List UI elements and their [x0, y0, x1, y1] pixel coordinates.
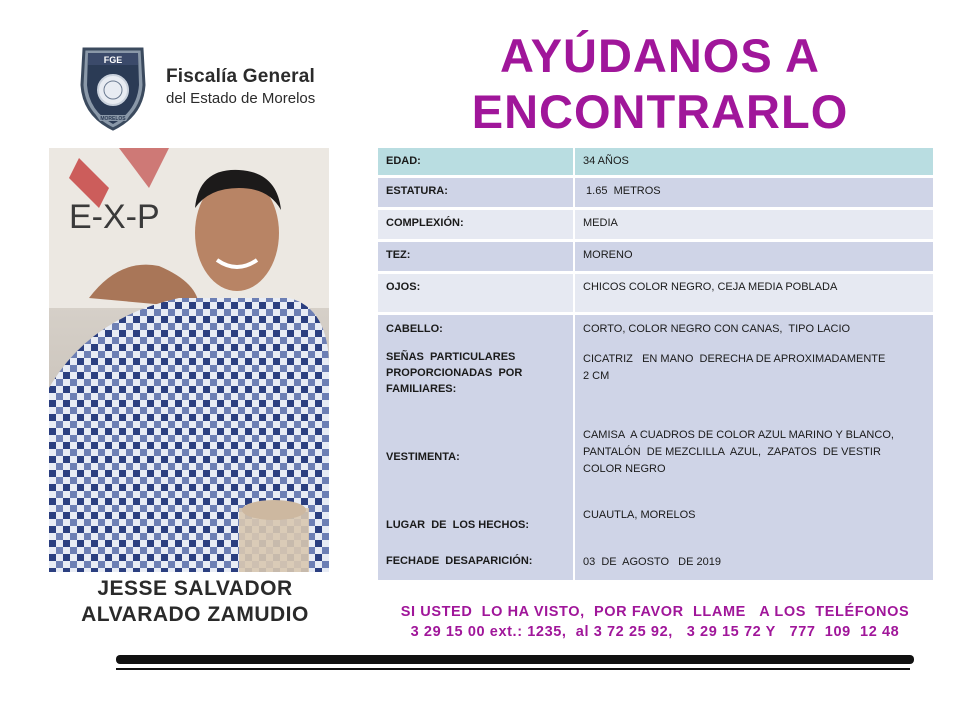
logo-badge-text: MORELOS [100, 116, 126, 122]
vestimenta-value-line2: PANTALÓN DE MEZCLILLA AZUL, ZAPATOS DE VESTIR [583, 446, 881, 458]
ojos-label: OJOS: [378, 274, 573, 312]
complexion-value: MEDIA [575, 210, 933, 239]
details-row-complexion [378, 210, 933, 239]
senas-label-line3: FAMILIARES: [386, 383, 457, 395]
logo-acronym: FGE [103, 55, 123, 65]
headline-line2: ENCONTRARLO [471, 85, 849, 138]
estatura-label: ESTATURA: [378, 178, 573, 207]
photo-shirt-text: E-X-P [69, 198, 160, 236]
missing-person-photo [49, 148, 329, 572]
footer-divider-thin [116, 668, 910, 670]
details-row-tez [378, 242, 933, 271]
person-name-line1: JESSE SALVADOR [97, 577, 293, 600]
headline [400, 28, 920, 140]
agency-name-line1: Fiscalía General [166, 66, 315, 87]
senas-label-line1: SEÑAS PARTICULARES [386, 351, 516, 363]
details-row-extended [378, 315, 933, 580]
extended-values [575, 315, 933, 580]
cabello-label: CABELLO: [386, 323, 443, 335]
headline-line1: AYÚDANOS A [500, 29, 820, 82]
lugar-label: LUGAR DE LOS HECHOS: [386, 519, 530, 531]
fecha-value: 03 DE AGOSTO DE 2019 [583, 556, 721, 568]
person-name-line2: ALVARADO ZAMUDIO [81, 603, 309, 626]
tez-value: MORENO [575, 242, 933, 271]
contact-call-to-action [370, 602, 940, 642]
vestimenta-value-line3: COLOR NEGRO [583, 463, 666, 475]
edad-value: 34 AÑOS [575, 148, 933, 175]
senas-label-line2: PROPORCIONADAS POR [386, 367, 523, 379]
vestimenta-value-line1: CAMISA A CUADROS DE COLOR AZUL MARINO Y BLANCO, [583, 429, 894, 441]
fecha-label: FECHADE DESAPARICIÓN: [386, 555, 533, 567]
estatura-value: 1.65 METROS [575, 178, 933, 207]
cta-phone-numbers: 3 29 15 00 ext.: 1235, al 3 72 25 92, 3 29 15 72 Y 777 109 12 48 [410, 624, 900, 640]
cabello-value: CORTO, COLOR NEGRO CON CANAS, TIPO LACIO [583, 323, 851, 335]
lugar-value: CUAUTLA, MORELOS [583, 509, 696, 521]
extended-labels [378, 315, 573, 580]
details-row-ojos [378, 274, 933, 312]
footer-divider-thick [116, 655, 914, 664]
agency-name [166, 66, 315, 107]
complexion-label: COMPLEXIÓN: [378, 210, 573, 239]
details-table [378, 148, 933, 583]
fge-shield-logo [78, 45, 148, 131]
person-name [30, 576, 360, 628]
ojos-value: CHICOS COLOR NEGRO, CEJA MEDIA POBLADA [575, 274, 933, 312]
details-row-edad [378, 148, 933, 175]
senas-value-line1: CICATRIZ EN MANO DERECHA DE APROXIMADAMENTE [583, 353, 886, 365]
senas-value-line2: 2 CM [583, 370, 610, 382]
edad-label: EDAD: [378, 148, 573, 175]
details-row-estatura [378, 178, 933, 207]
tez-label: TEZ: [378, 242, 573, 271]
cta-line1: SI USTED LO HA VISTO, POR FAVOR LLAME A LOS TELÉFONOS [400, 604, 910, 620]
vestimenta-label: VESTIMENTA: [386, 451, 460, 463]
agency-name-line2: del Estado de Morelos [166, 90, 316, 107]
